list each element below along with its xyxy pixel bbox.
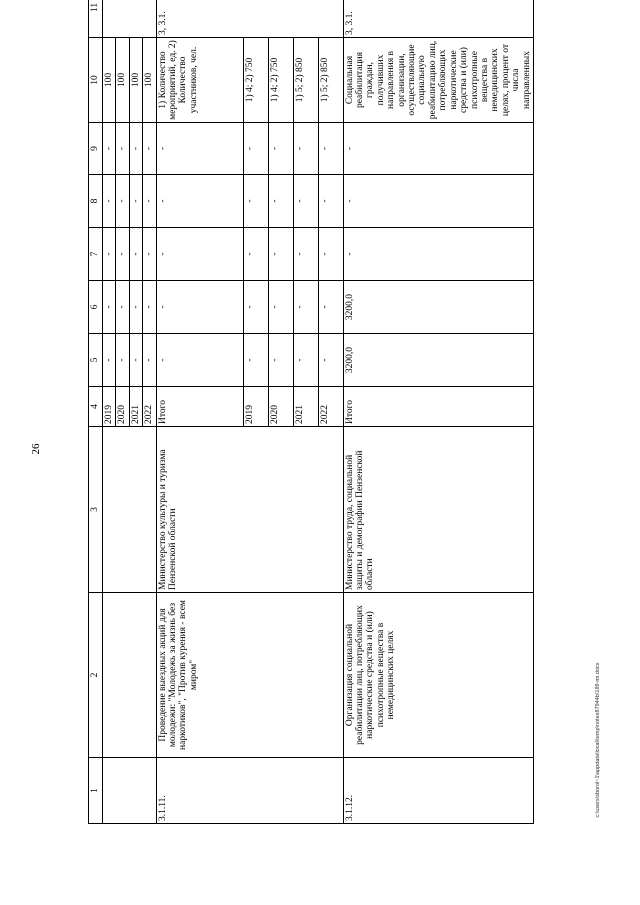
prev-executor-cell	[103, 427, 157, 593]
indicator-value-cell: 100	[116, 38, 129, 123]
value-cell: -	[268, 334, 293, 387]
header-col-7: 7	[89, 228, 103, 281]
value-cell: -	[116, 175, 129, 228]
indicator-value-cell: 100	[129, 38, 142, 123]
year-cell: Итого	[343, 387, 533, 427]
value-cell: -	[243, 175, 268, 228]
value-cell: -	[129, 281, 142, 334]
indicator-value-cell: 1) 5; 2) 850	[293, 38, 318, 123]
value-cell: -	[103, 281, 116, 334]
value-cell: -	[143, 123, 156, 175]
value-cell: -	[293, 228, 318, 281]
value-cell: -	[243, 228, 268, 281]
indicator-name-cell: 1) Количество мероприятий, ед. 2) Количество участников, чел.	[156, 38, 243, 123]
year-cell: 2019	[243, 387, 268, 427]
value-cell: -	[318, 281, 343, 334]
value-cell: -	[243, 123, 268, 175]
value-cell: -	[103, 334, 116, 387]
measure-executor: Министерство труда, социальной защиты и демографии Пензенской области	[343, 427, 533, 593]
value-cell: -	[293, 334, 318, 387]
indicator-value-cell: 100	[143, 38, 156, 123]
value-cell: -	[156, 334, 243, 387]
value-cell: -	[268, 228, 293, 281]
header-col-1: 1	[89, 758, 103, 824]
header-col-8: 8	[89, 175, 103, 228]
header-col-10: 10	[89, 38, 103, 123]
header-col-2: 2	[89, 593, 103, 758]
year-cell: 2021	[293, 387, 318, 427]
header-col-6: 6	[89, 281, 103, 334]
year-cell: 2019	[103, 387, 116, 427]
header-row	[89, 0, 103, 824]
indicator-value-cell: 100	[103, 38, 116, 123]
value-cell: 3200,0	[343, 281, 533, 334]
value-cell: -	[129, 228, 142, 281]
table-row-3-1-11	[156, 0, 243, 824]
value-cell: -	[103, 228, 116, 281]
measure-number: 3.1.11.	[156, 758, 343, 824]
value-cell: -	[318, 334, 343, 387]
table-row-3-1-12	[343, 0, 533, 824]
indicator-name-cell: Социальная реабилитация граждан, получивших направления в организации, осуществляющие социальную реабилитацию лиц, потребляющих наркотические средства и (или) психотропные вещества в немедицинских целях, процент от числа направленных	[343, 38, 533, 123]
measure-name: Проведение выездных акций для молодежи: "Молодежь за жизнь без наркотиков", "Против курения - всем миром"	[156, 593, 343, 758]
value-cell: -	[143, 334, 156, 387]
header-col-9: 9	[89, 123, 103, 175]
value-cell: -	[243, 281, 268, 334]
value-cell: -	[143, 228, 156, 281]
header-col-11: 11	[89, 0, 103, 38]
value-cell: -	[243, 334, 268, 387]
value-cell: -	[343, 228, 533, 281]
year-cell: 2022	[318, 387, 343, 427]
value-cell: -	[143, 281, 156, 334]
link-cell: 3, 3.1.	[343, 0, 533, 38]
value-cell: -	[129, 175, 142, 228]
prev-link-cell	[103, 0, 157, 38]
value-cell: -	[268, 281, 293, 334]
value-cell: -	[116, 123, 129, 175]
prev-name-cell	[103, 593, 157, 758]
indicator-value-cell: 1) 4; 2) 750	[243, 38, 268, 123]
value-cell: -	[268, 175, 293, 228]
value-cell: -	[268, 123, 293, 175]
value-cell: -	[343, 123, 533, 175]
value-cell: -	[318, 228, 343, 281]
value-cell: -	[116, 281, 129, 334]
measure-number: 3.1.12.	[343, 758, 533, 824]
value-cell: -	[293, 175, 318, 228]
footer-file-path: c:\users\sborol~1\appdata\local\temp\notes87944b\189-пп.docx	[595, 662, 601, 818]
measure-name: Организация социальной реабилитации лиц, потребляющих наркотические средства и (или) психотропные вещества в немедицинских целях	[343, 593, 533, 758]
value-cell: -	[156, 228, 243, 281]
header-col-5: 5	[89, 334, 103, 387]
measure-executor: Министерство культуры и туризма Пензенской области	[156, 427, 343, 593]
indicator-value-cell: 1) 5; 2) 850	[318, 38, 343, 123]
year-cell: Итого	[156, 387, 243, 427]
value-cell: -	[318, 123, 343, 175]
value-cell: -	[103, 175, 116, 228]
value-cell: -	[293, 123, 318, 175]
value-cell: -	[156, 123, 243, 175]
page-number: 26	[30, 443, 42, 455]
rotated-table-frame	[88, 2, 581, 824]
value-cell: -	[143, 175, 156, 228]
header-col-4: 4	[89, 387, 103, 427]
value-cell: -	[116, 228, 129, 281]
value-cell: -	[318, 175, 343, 228]
value-cell: -	[343, 175, 533, 228]
value-cell: -	[129, 334, 142, 387]
year-cell: 2021	[129, 387, 142, 427]
table-row	[103, 0, 116, 824]
link-cell: 3, 3.1.	[156, 0, 343, 38]
value-cell: -	[103, 123, 116, 175]
indicator-value-cell: 1) 4; 2) 750	[268, 38, 293, 123]
rotated-table-content	[88, 2, 581, 824]
program-measures-table	[88, 0, 534, 824]
value-cell: -	[129, 123, 142, 175]
year-cell: 2020	[268, 387, 293, 427]
value-cell: -	[116, 334, 129, 387]
prev-num-cell	[103, 758, 157, 824]
header-col-3: 3	[89, 427, 103, 593]
year-cell: 2020	[116, 387, 129, 427]
year-cell: 2022	[143, 387, 156, 427]
value-cell: 3200,0	[343, 334, 533, 387]
value-cell: -	[156, 281, 243, 334]
value-cell: -	[156, 175, 243, 228]
value-cell: -	[293, 281, 318, 334]
